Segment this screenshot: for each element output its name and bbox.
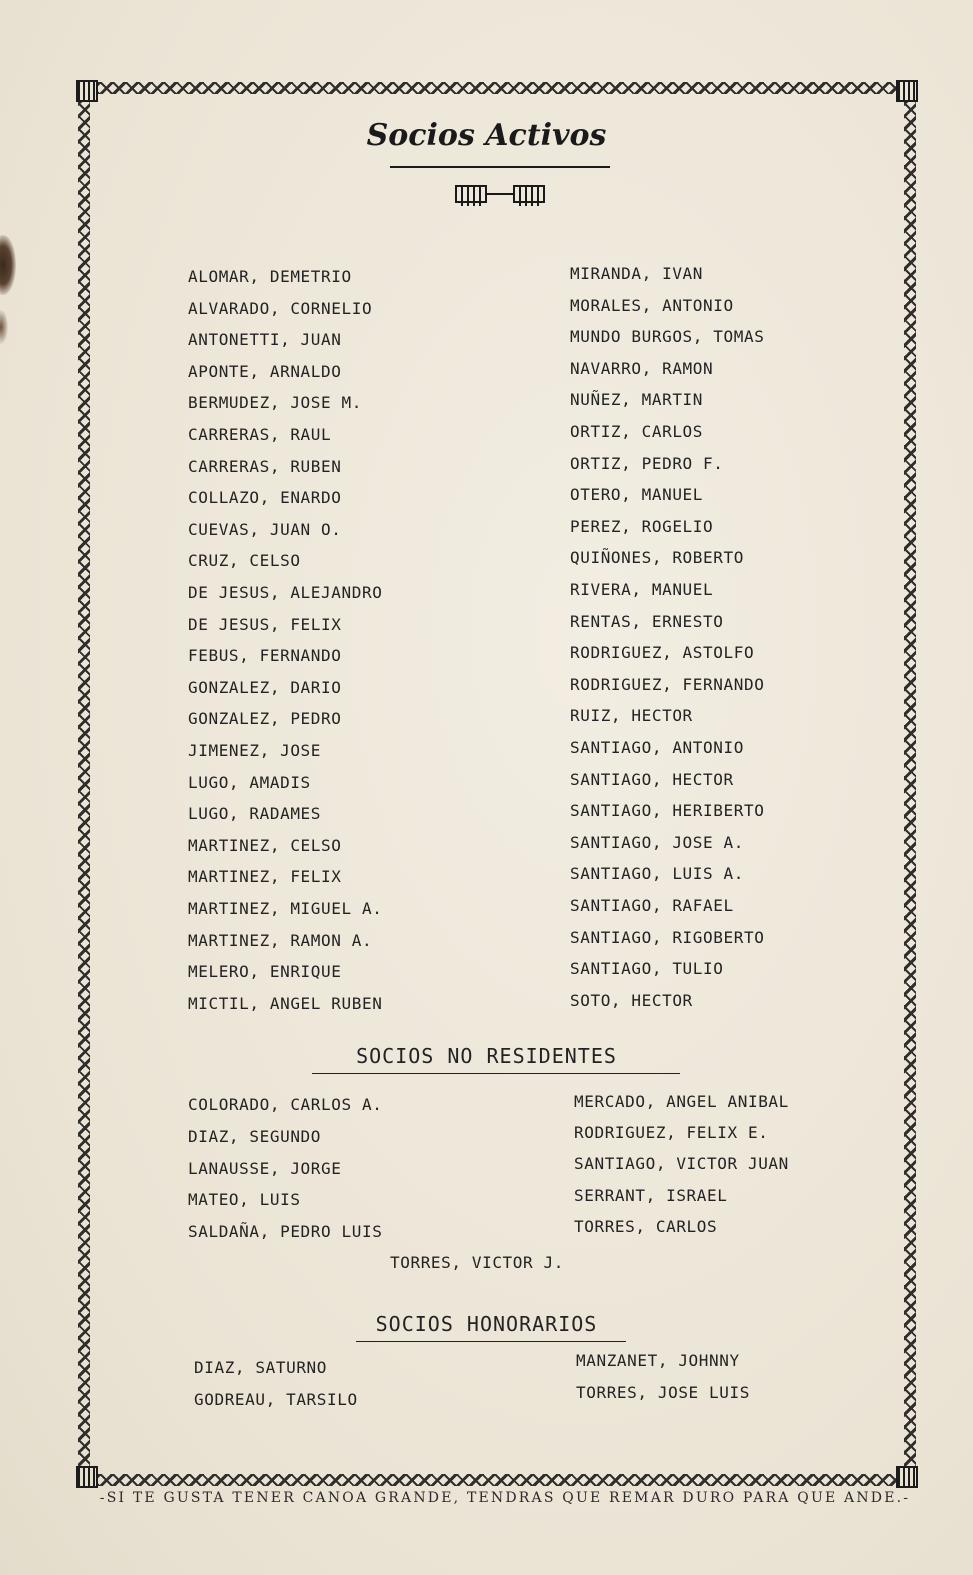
list-item: MARTINEZ, FELIX	[188, 867, 342, 887]
list-item: COLLAZO, ENARDO	[188, 488, 342, 508]
list-item: MUNDO BURGOS, TOMAS	[570, 327, 765, 347]
list-item: RUIZ, HECTOR	[570, 706, 693, 726]
list-item: CRUZ, CELSO	[188, 551, 301, 571]
list-item: CUEVAS, JUAN O.	[188, 519, 342, 539]
list-item: RODRIGUEZ, FERNANDO	[570, 674, 765, 694]
rope-border-left	[78, 102, 90, 1466]
list-item: MELERO, ENRIQUE	[188, 962, 342, 982]
list-item: RODRIGUEZ, FELIX E.	[574, 1123, 769, 1143]
list-item: DIAZ, SATURNO	[194, 1358, 328, 1377]
list-item: APONTE, ARNALDO	[188, 361, 342, 381]
list-item: BERMUDEZ, JOSE M.	[188, 393, 362, 413]
corner-ornament-icon	[896, 1466, 918, 1488]
list-item: LUGO, AMADIS	[188, 772, 311, 792]
list-item: NAVARRO, RAMON	[570, 358, 714, 378]
list-item: TORRES, CARLOS	[574, 1216, 718, 1236]
list-item: MICTIL, ANGEL RUBEN	[188, 993, 383, 1013]
list-item: MARTINEZ, CELSO	[188, 835, 342, 855]
list-item: MIRANDA, IVAN	[570, 264, 704, 283]
list-item: SANTIAGO, RIGOBERTO	[570, 927, 765, 947]
rope-border-bottom	[98, 1474, 896, 1486]
section-heading-no-residentes: SOCIOS NO RESIDENTES	[356, 1044, 617, 1068]
list-item: CARRERAS, RUBEN	[188, 456, 342, 476]
corner-ornament-icon	[76, 80, 98, 102]
list-item: ANTONETTI, JUAN	[188, 330, 342, 350]
list-item: ALVARADO, CORNELIO	[188, 298, 373, 318]
list-item: SANTIAGO, TULIO	[570, 959, 724, 979]
list-item: SANTIAGO, RAFAEL	[570, 896, 734, 915]
list-item: JIMENEZ, JOSE	[188, 741, 322, 760]
list-item: DIAZ, SEGUNDO	[188, 1126, 322, 1146]
rope-border-top	[98, 82, 896, 94]
list-item: SERRANT, ISRAEL	[574, 1185, 728, 1205]
list-item: ORTIZ, CARLOS	[570, 422, 704, 441]
list-item: SALDAÑA, PEDRO LUIS	[188, 1222, 383, 1242]
title-underline	[390, 166, 610, 168]
list-item: SOTO, HECTOR	[570, 990, 693, 1010]
list-item: ORTIZ, PEDRO F.	[570, 453, 724, 473]
list-item: SANTIAGO, VICTOR JUAN	[574, 1154, 789, 1174]
list-item: ALOMAR, DEMETRIO	[188, 267, 352, 286]
list-item: GONZALEZ, PEDRO	[188, 709, 342, 729]
list-item: MATEO, LUIS	[188, 1190, 301, 1210]
list-item: OTERO, MANUEL	[570, 485, 704, 505]
list-item: RENTAS, ERNESTO	[570, 611, 724, 631]
ink-stain	[0, 310, 8, 344]
list-item: FEBUS, FERNANDO	[188, 646, 342, 666]
footer-motto: -SI TE GUSTA TENER CANOA GRANDE, TENDRAS QUE REMAR DURO PARA QUE ANDE.-	[99, 1490, 911, 1506]
list-item: TORRES, JOSE LUIS	[576, 1383, 750, 1402]
list-item: TORRES, VICTOR J.	[390, 1253, 564, 1272]
list-item: MANZANET, JOHNNY	[576, 1351, 740, 1370]
list-item: SANTIAGO, HECTOR	[570, 769, 734, 789]
list-item: RODRIGUEZ, ASTOLFO	[570, 643, 755, 663]
list-item: SANTIAGO, HERIBERTO	[570, 801, 765, 821]
list-item: MERCADO, ANGEL ANIBAL	[574, 1092, 789, 1111]
list-item: LUGO, RADAMES	[188, 804, 322, 824]
list-item: MARTINEZ, MIGUEL A.	[188, 899, 383, 918]
list-item: PEREZ, ROGELIO	[570, 516, 714, 536]
rope-border-right	[904, 102, 916, 1466]
list-item: GONZALEZ, DARIO	[188, 677, 342, 697]
list-item: SANTIAGO, ANTONIO	[570, 738, 744, 757]
list-item: MORALES, ANTONIO	[570, 295, 734, 315]
page-title: Socios Activos	[366, 118, 607, 153]
list-item: MARTINEZ, RAMON A.	[188, 930, 373, 950]
list-item: SANTIAGO, LUIS A.	[570, 864, 744, 884]
corner-ornament-icon	[76, 1466, 98, 1488]
list-item: RIVERA, MANUEL	[570, 580, 714, 599]
section-rule	[312, 1073, 680, 1074]
list-item: DE JESUS, ALEJANDRO	[188, 583, 383, 602]
list-item: NUÑEZ, MARTIN	[570, 390, 704, 410]
list-item: COLORADO, CARLOS A.	[188, 1095, 383, 1114]
list-item: CARRERAS, RAUL	[188, 425, 332, 444]
corner-ornament-icon	[896, 80, 918, 102]
list-item: QUIÑONES, ROBERTO	[570, 548, 744, 568]
list-item: GODREAU, TARSILO	[194, 1390, 358, 1409]
list-item: LANAUSSE, JORGE	[188, 1158, 342, 1178]
divider-ornament-icon	[454, 182, 546, 208]
section-rule	[356, 1341, 626, 1342]
ink-stain	[0, 235, 16, 295]
section-heading-honorarios: SOCIOS HONORARIOS	[375, 1312, 598, 1336]
list-item: DE JESUS, FELIX	[188, 614, 342, 634]
list-item: SANTIAGO, JOSE A.	[570, 832, 744, 852]
